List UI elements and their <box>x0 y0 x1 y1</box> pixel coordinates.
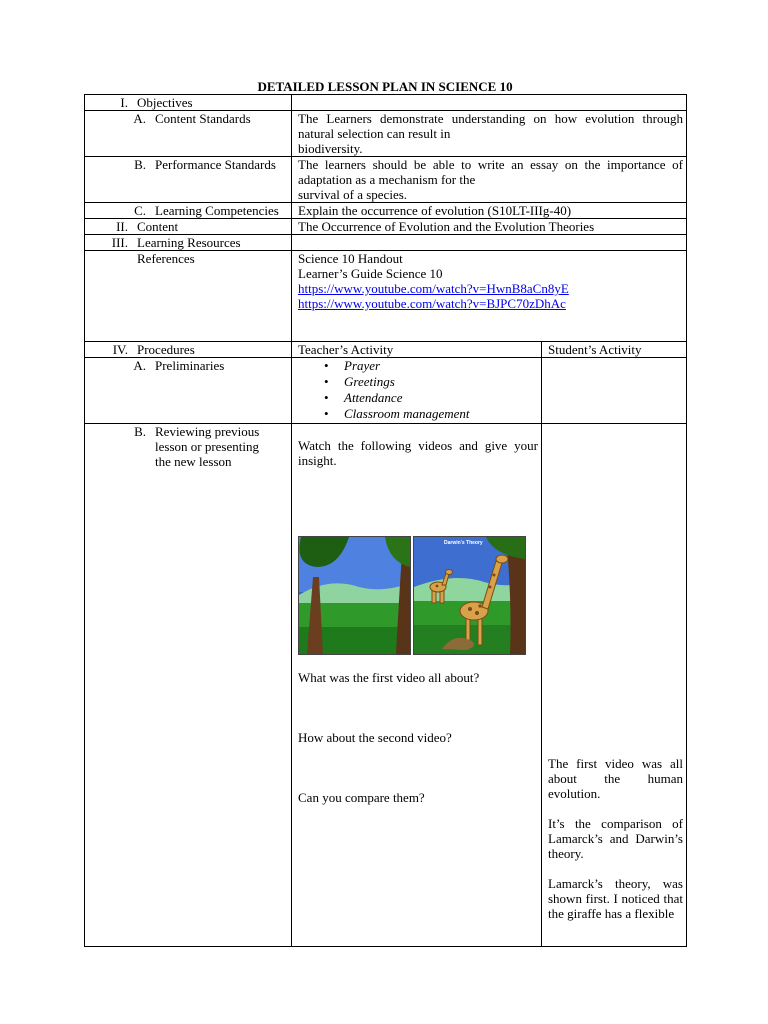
reviewing-label-line: the new lesson <box>155 454 232 469</box>
row-objectives <box>85 95 687 111</box>
list-item: • Prayer <box>344 358 538 374</box>
lesson-plan-table <box>84 94 687 947</box>
reviewing-instruction: Watch the following videos and give your insight. <box>298 438 538 468</box>
reviewing-label-line: lesson or presenting <box>155 439 259 454</box>
question: Can you compare them? <box>298 790 425 805</box>
preliminaries-student-cell <box>542 358 687 424</box>
student-answer: Lamarck’s theory, was shown first. I noticed that the giraffe has a flexible <box>548 876 683 921</box>
learning-competencies-label: Learning Competencies <box>155 203 279 218</box>
content-standards-letter: A. <box>133 111 146 126</box>
row-content-standards <box>85 111 687 157</box>
reviewing-letter: B. <box>134 424 146 439</box>
row-preliminaries <box>85 358 687 424</box>
references-label: References <box>137 251 195 266</box>
preliminaries-list <box>298 358 538 422</box>
content-standards-label: Content Standards <box>155 111 251 126</box>
row-learning-competencies <box>85 203 687 219</box>
objectives-cell <box>85 95 292 111</box>
student-activity-header: Student’s Activity <box>542 342 687 358</box>
reference-item: Science 10 Handout <box>298 251 403 266</box>
reviewing-label-line: Reviewing previous <box>155 424 260 439</box>
objectives-num: I. <box>120 95 128 110</box>
darwin-video-thumbnail[interactable] <box>413 536 526 655</box>
preliminaries-letter: A. <box>133 358 146 373</box>
procedures-num: IV. <box>112 342 128 357</box>
content-standards-text: The Learners demonstrate understanding on how evolution through natural selection can result in <box>298 111 683 141</box>
performance-standards-letter: B. <box>134 157 146 172</box>
performance-standards-label: Performance Standards <box>155 157 276 172</box>
performance-standards-text-end: survival of a species. <box>298 187 408 202</box>
procedures-label: Procedures <box>137 342 195 357</box>
list-item: • Classroom management <box>344 406 538 422</box>
content-num: II. <box>116 219 128 234</box>
row-references <box>85 251 687 342</box>
learning-resources-empty-cell <box>292 235 687 251</box>
learning-resources-label: Learning Resources <box>137 235 241 250</box>
objectives-label: Objectives <box>137 95 193 110</box>
teacher-activity-header: Teacher’s Activity <box>292 342 542 358</box>
row-content <box>85 219 687 235</box>
learning-competencies-text: Explain the occurrence of evolution (S10LT-IIIg-40) <box>292 203 687 219</box>
learning-resources-num: III. <box>111 235 128 250</box>
row-procedures <box>85 342 687 358</box>
thumbnail-caption: Darwin's Theory <box>444 540 483 546</box>
page-title: DETAILED LESSON PLAN IN SCIENCE 10 <box>257 79 513 94</box>
student-answer: It’s the comparison of Lamarck’s and Darwin’s theory. <box>548 816 683 861</box>
objectives-empty-cell <box>292 95 687 111</box>
lamarck-video-thumbnail[interactable] <box>298 536 411 655</box>
content-standards-text-end: biodiversity. <box>298 141 363 156</box>
learning-competencies-letter: C. <box>134 203 146 218</box>
row-learning-resources <box>85 235 687 251</box>
student-answer: The first video was all about the human evolution. <box>548 756 683 801</box>
content-text: The Occurrence of Evolution and the Evolution Theories <box>292 219 687 235</box>
row-reviewing <box>85 424 687 947</box>
content-label: Content <box>137 219 179 234</box>
list-item: • Attendance <box>344 390 538 406</box>
preliminaries-label: Preliminaries <box>155 358 225 373</box>
reference-link[interactable]: https://www.youtube.com/watch?v=BJPC70zDhAc <box>298 296 566 311</box>
list-item: • Greetings <box>344 374 538 390</box>
video-thumbnails <box>298 536 538 655</box>
row-performance-standards <box>85 157 687 203</box>
question: How about the second video? <box>298 730 452 745</box>
reference-link[interactable]: https://www.youtube.com/watch?v=HwnB8aCn8yE <box>298 281 569 296</box>
question: What was the first video all about? <box>298 670 480 685</box>
reference-item: Learner’s Guide Science 10 <box>298 266 443 281</box>
performance-standards-text: The learners should be able to write an essay on the importance of adaptation as a mechanism for the <box>298 157 683 187</box>
